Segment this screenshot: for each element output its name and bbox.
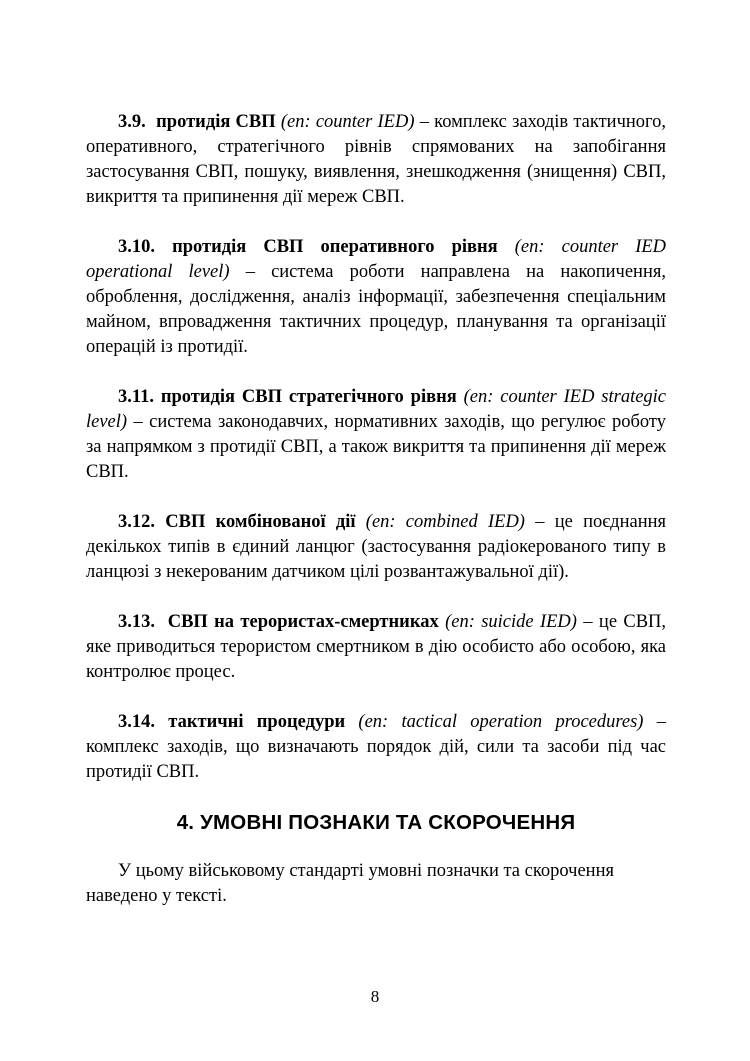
- term-definition: – це СВП, яке приводиться терористом смертником в дію особисто або особою, яка контролює процес.: [86, 612, 667, 682]
- term-3-9: [86, 110, 666, 210]
- term-english: (en: combined IED): [365, 512, 525, 532]
- term-english: (en: suicide IED): [445, 612, 577, 632]
- term-definition: – це поєднання декількох типів в єдиний ланцюг (застосування радіокерованого типу в ланцюзі з некерованим датчиком цілі розвантажувальної дії).: [86, 512, 667, 582]
- term-name: СВП на терористах-смертниках: [167, 612, 439, 632]
- section-heading: 4. УМОВНІ ПОЗНАКИ ТА СКОРОЧЕННЯ: [176, 811, 576, 834]
- term-3-10: [86, 235, 666, 360]
- term-english: (en: tactical operation procedures): [358, 712, 644, 732]
- term-number: 3.9.: [118, 112, 146, 132]
- term-name: тактичні процедури: [168, 712, 346, 732]
- term-name: протидія СВП стратегічного рівня: [160, 387, 457, 407]
- term-name: протидія СВП: [156, 112, 276, 132]
- term-number: 3.11.: [118, 387, 154, 407]
- term-english: (en: counter IED): [280, 112, 415, 132]
- term-number: 3.13.: [118, 612, 155, 632]
- term-english: (en: counter IED strategic level): [86, 387, 667, 432]
- term-english: (en: counter IED operational level): [86, 237, 667, 282]
- term-definition: – комплекс заходів тактичного, оперативного, стратегічного рівнів спрямованих на запобігання застосування СВП, пошуку, виявлення, знешкодження (знищення) СВП, викриття та припинення дії мереж СВП.: [86, 112, 667, 207]
- page-content: [86, 110, 666, 909]
- term-number: 3.10.: [118, 237, 155, 257]
- page-number: 8: [370, 987, 380, 1006]
- term-3-12: [86, 510, 666, 585]
- section-body-text: У цьому військовому стандарті умовні позначки та скорочення наведено у тексті.: [86, 861, 614, 906]
- term-definition: – система роботи направлена на накопичення, оброблення, дослідження, аналіз інформації, забезпечення спеціальним майном, впровадження тактичних процедур, планування та організації операцій із протидії.: [86, 262, 666, 357]
- term-name: протидія СВП оперативного рівня: [172, 237, 498, 257]
- term-definition: – система законодавчих, нормативних заходів, що регулює роботу за напрямком з протидії СВП, а також викриття та припинення дії мереж СВП.: [86, 412, 666, 482]
- term-3-11: [86, 385, 666, 485]
- term-name: СВП комбінованої дії: [165, 512, 356, 532]
- term-number: 3.12.: [118, 512, 155, 532]
- term-3-14: [86, 710, 666, 785]
- term-definition: – комплекс заходів, що визначають порядок дій, сили та засоби під час протидії СВП.: [86, 712, 667, 782]
- term-3-13: [86, 610, 666, 685]
- term-number: 3.14.: [118, 712, 155, 732]
